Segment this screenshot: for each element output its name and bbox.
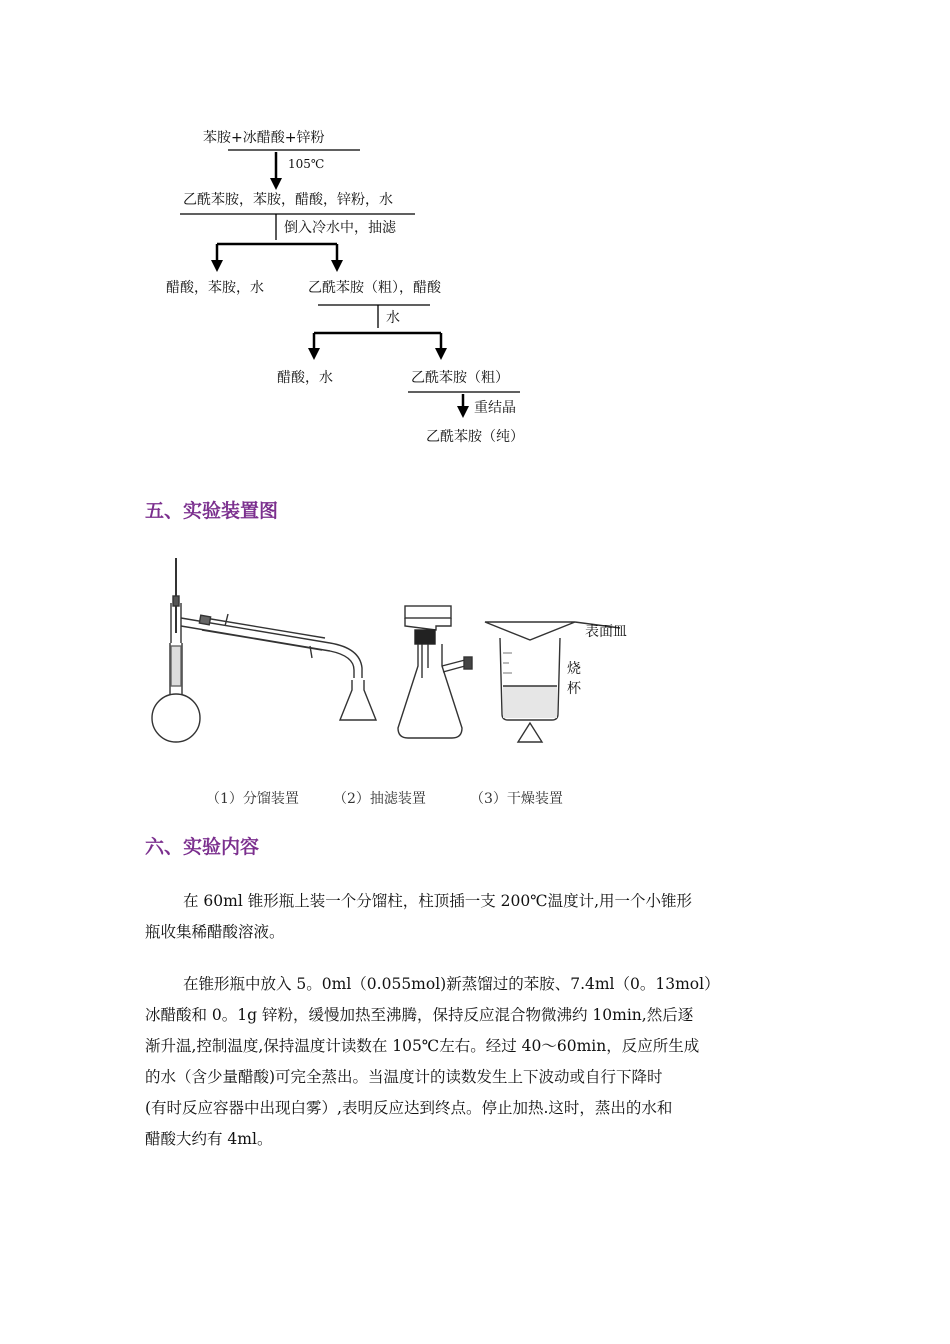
flow-mixture: 乙酰苯胺，苯胺，醋酸，锌粉，水	[183, 192, 393, 208]
caption-distillation: （1）分馏装置	[206, 791, 299, 807]
receiving-flask	[340, 680, 376, 720]
label-watch-glass: 表面皿	[585, 624, 627, 640]
paragraph-procedure	[145, 969, 805, 1155]
apparatus-diagram	[140, 548, 660, 753]
section-heading-content: 六、实验内容	[145, 836, 260, 858]
flowchart-lines	[0, 0, 950, 460]
filter-flask	[398, 644, 462, 738]
flow-pure-product: 乙酰苯胺（纯）	[426, 429, 524, 445]
paragraph-procedure-line-3: 渐升温,控制温度,保持温度计读数在 105℃左右。经过 40～60min，反应所生成	[145, 1037, 700, 1055]
paragraph-procedure-line-1: 在锥形瓶中放入 5。0ml（0.055mol)新蒸馏过的苯胺、7.4ml（0。13mol）	[183, 975, 720, 993]
arrow-left-1-head	[211, 260, 223, 272]
paragraph-setup-line-1: 在 60ml 锥形瓶上装一个分馏柱，柱顶插一支 200℃温度计,用一个小锥形	[183, 892, 693, 910]
label-beaker-char-1: 烧	[567, 661, 581, 677]
distillation-apparatus	[152, 558, 376, 742]
paragraph-setup-line-2: 瓶收集稀醋酸溶液。	[145, 923, 285, 941]
caption-drying: （3）干燥装置	[470, 791, 563, 807]
flow-temperature: 105℃	[288, 157, 325, 171]
rubber-stopper	[415, 630, 435, 644]
flow-step-recrystallize: 重结晶	[474, 400, 516, 416]
flow-filtrate-1: 醋酸，苯胺，水	[166, 280, 264, 296]
paragraph-procedure-line-2: 冰醋酸和 0。1g 锌粉，缓慢加热至沸腾，保持反应混合物微沸约 10min,然后逐	[145, 1006, 694, 1024]
paragraph-setup	[145, 886, 805, 948]
flow-crude-1: 乙酰苯胺（粗），醋酸	[308, 280, 441, 296]
paragraph-procedure-line-5: (有时反应容器中出现白雾）,表明反应达到终点。停止加热.这时，蒸出的水和	[145, 1099, 673, 1117]
arrow-left-2-head	[308, 348, 320, 360]
suction-filtration-apparatus	[398, 606, 472, 738]
flow-step-pour: 倒入冷水中，抽滤	[284, 220, 396, 236]
flow-filtrate-2: 醋酸，水	[277, 370, 333, 386]
watch-glass	[485, 622, 575, 640]
paragraph-procedure-line-6: 醋酸大约有 4ml。	[145, 1130, 273, 1148]
paragraph-procedure-line-4: 的水（含少量醋酸)可完全蒸出。当温度计的读数发生上下波动或自行下降时	[145, 1068, 663, 1086]
section-heading-apparatus: 五、实验装置图	[145, 500, 279, 522]
arrow-right-1-head	[331, 260, 343, 272]
caption-suction-filtration: （2）抽滤装置	[333, 791, 426, 807]
stand-triangle	[518, 723, 542, 742]
round-bottom-flask	[152, 694, 200, 742]
flow-step-water: 水	[386, 310, 400, 326]
arrow-recryst-head	[457, 406, 469, 418]
flow-reactants: 苯胺+冰醋酸+锌粉	[203, 130, 325, 146]
flow-crude-2: 乙酰苯胺（粗）	[411, 370, 509, 386]
arrow-right-2-head	[435, 348, 447, 360]
buchner-funnel-top	[405, 606, 451, 618]
label-beaker-char-2: 杯	[567, 681, 581, 697]
